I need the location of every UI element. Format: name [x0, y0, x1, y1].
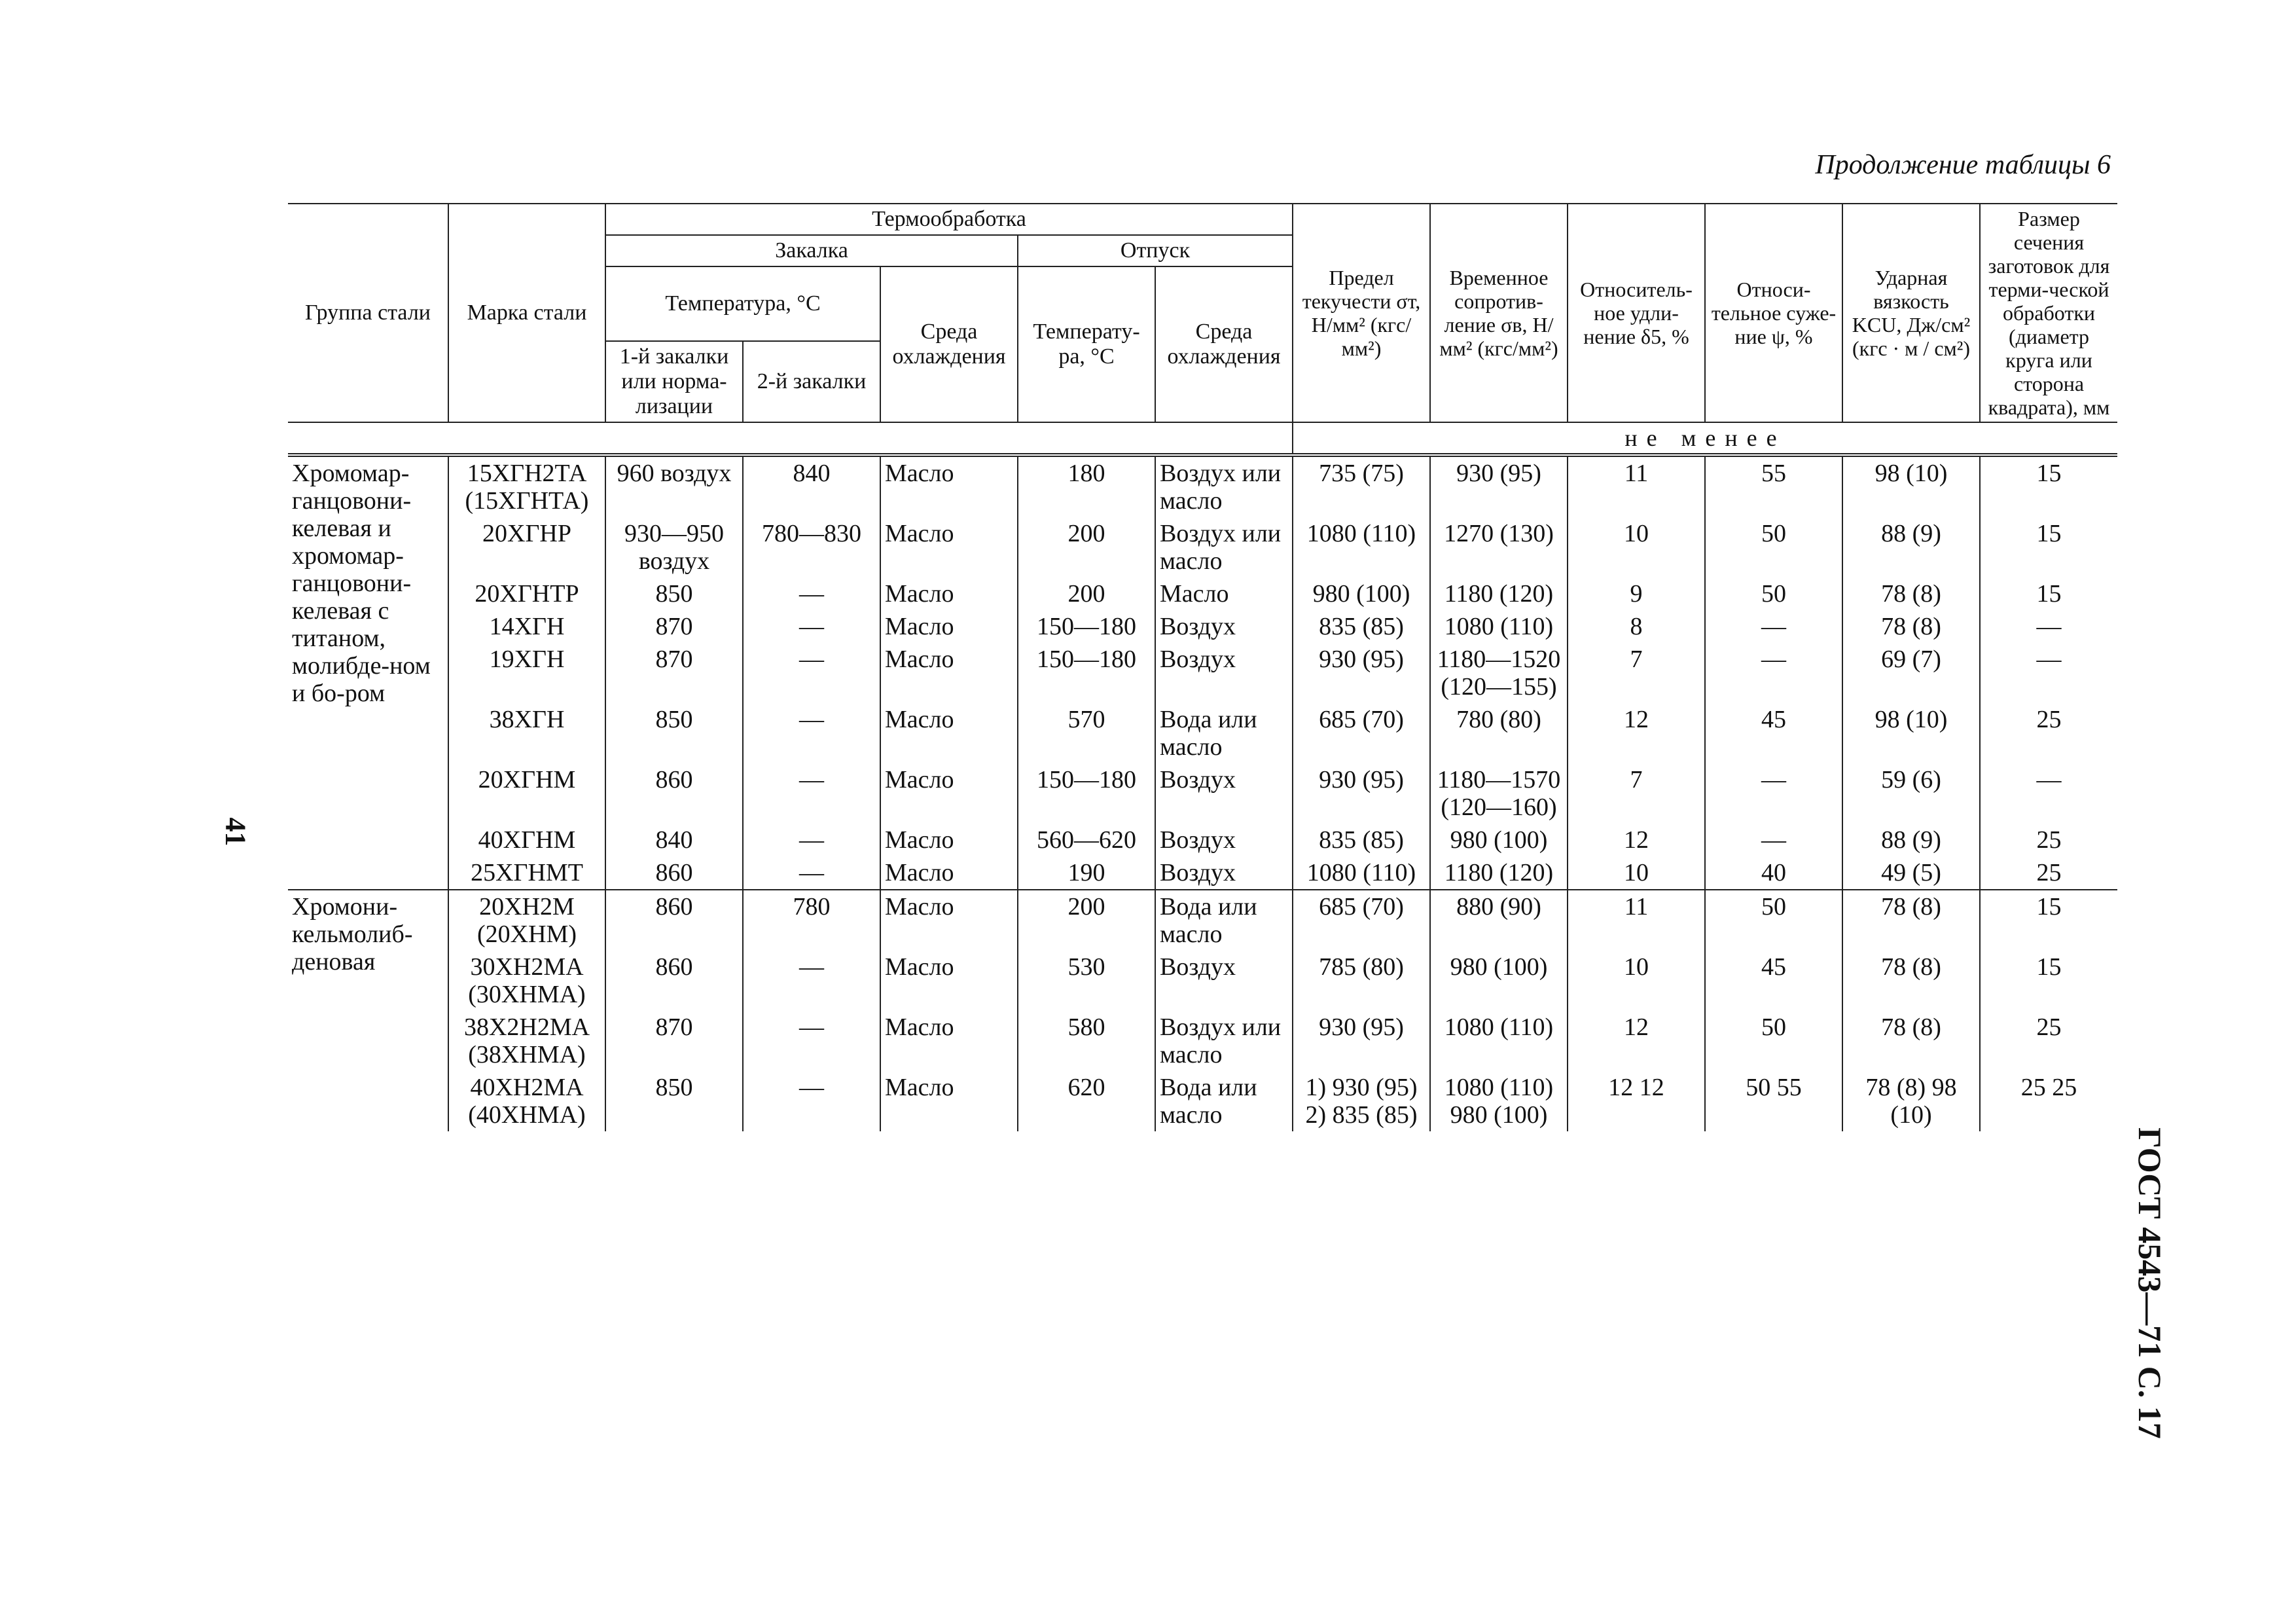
- cell-second-quench: —: [743, 763, 880, 824]
- header-first-quench: 1-й закалки или норма-лизации: [605, 341, 743, 422]
- cell-section-size: —: [1980, 643, 2117, 703]
- cell-second-quench: —: [743, 951, 880, 1011]
- cell-grade: 20ХН2М (20ХНМ): [448, 890, 605, 951]
- header-elongation: Относитель-ное удли-нение δ5, %: [1568, 204, 1705, 422]
- cell-grade: 38Х2Н2МА (38ХНМА): [448, 1011, 605, 1071]
- cell-steel-group: Хромомар-ганцовони-келевая и хромомар-ганцовони-келевая с титаном, молибде-ном и бо-ром: [288, 455, 448, 890]
- cell-elongation: 7: [1568, 643, 1705, 703]
- cell-cooling-medium: Масло: [880, 890, 1018, 951]
- cell-first-quench: 930—950 воздух: [605, 517, 743, 577]
- header-temperature: Температура, °С: [605, 266, 880, 341]
- cell-impact: 98 (10): [1842, 455, 1980, 517]
- table-row: [288, 1011, 2117, 1071]
- cell-first-quench: 850: [605, 1071, 743, 1131]
- table-continuation-caption: Продолжение таблицы 6: [1815, 150, 2111, 180]
- cell-second-quench: —: [743, 1071, 880, 1131]
- cell-elongation: 10: [1568, 951, 1705, 1011]
- cell-tensile: 780 (80): [1430, 703, 1568, 763]
- cell-second-quench: —: [743, 1011, 880, 1071]
- cell-section-size: 15: [1980, 455, 2117, 517]
- cell-impact: 78 (8): [1842, 610, 1980, 643]
- mechanical-properties-table: [288, 203, 2117, 1131]
- cell-reduction: —: [1705, 763, 1842, 824]
- cell-reduction: 45: [1705, 703, 1842, 763]
- cell-grade: 30ХН2МА (30ХНМА): [448, 951, 605, 1011]
- cell-temper-medium: Вода или масло: [1155, 1071, 1293, 1131]
- header-tensile: Временное сопротив-ление σв, Н/мм² (кгс/мм²): [1430, 204, 1568, 422]
- cell-temper-medium: Воздух: [1155, 951, 1293, 1011]
- cell-reduction: 55: [1705, 455, 1842, 517]
- cell-elongation: 9: [1568, 577, 1705, 610]
- header-cooling-medium: Среда охлаждения: [880, 266, 1018, 422]
- cell-temper-medium: Масло: [1155, 577, 1293, 610]
- table-row: [288, 610, 2117, 643]
- cell-impact: 88 (9): [1842, 824, 1980, 856]
- cell-temper-medium: Воздух: [1155, 763, 1293, 824]
- table-row: [288, 856, 2117, 890]
- cell-grade: 15ХГН2ТА (15ХГНТА): [448, 455, 605, 517]
- cell-impact: 69 (7): [1842, 643, 1980, 703]
- cell-reduction: 50: [1705, 517, 1842, 577]
- cell-tensile: 1180 (120): [1430, 577, 1568, 610]
- cell-impact: 78 (8): [1842, 577, 1980, 610]
- cell-cooling-medium: Масло: [880, 1011, 1018, 1071]
- cell-grade: 20ХГНР: [448, 517, 605, 577]
- cell-tensile: 1180—1570 (120—160): [1430, 763, 1568, 824]
- cell-grade: 25ХГНМТ: [448, 856, 605, 890]
- header-group: Группа стали: [288, 204, 448, 422]
- cell-temper-temperature: 150—180: [1018, 763, 1155, 824]
- cell-second-quench: —: [743, 610, 880, 643]
- cell-elongation: 12: [1568, 1011, 1705, 1071]
- cell-second-quench: —: [743, 703, 880, 763]
- cell-impact: 49 (5): [1842, 856, 1980, 890]
- table-body: [288, 455, 2117, 1131]
- header-reduction: Относи-тельное суже-ние ψ, %: [1705, 204, 1842, 422]
- cell-second-quench: 780: [743, 890, 880, 951]
- cell-first-quench: 840: [605, 824, 743, 856]
- cell-first-quench: 860: [605, 856, 743, 890]
- cell-tensile: 930 (95): [1430, 455, 1568, 517]
- table-row: [288, 951, 2117, 1011]
- cell-second-quench: 780—830: [743, 517, 880, 577]
- cell-first-quench: 860: [605, 890, 743, 951]
- cell-temper-temperature: 180: [1018, 455, 1155, 517]
- cell-tensile: 980 (100): [1430, 824, 1568, 856]
- cell-cooling-medium: Масло: [880, 455, 1018, 517]
- cell-reduction: —: [1705, 610, 1842, 643]
- header-temper-medium: Среда охлаждения: [1155, 266, 1293, 422]
- cell-temper-temperature: 620: [1018, 1071, 1155, 1131]
- cell-elongation: 12: [1568, 703, 1705, 763]
- cell-tensile: 1080 (110) 980 (100): [1430, 1071, 1568, 1131]
- cell-first-quench: 870: [605, 1011, 743, 1071]
- cell-yield: 685 (70): [1293, 890, 1430, 951]
- standard-reference: ГОСТ 4543—71 С. 17: [2132, 1127, 2168, 1439]
- cell-impact: 78 (8): [1842, 1011, 1980, 1071]
- cell-impact: 78 (8): [1842, 951, 1980, 1011]
- cell-yield: 685 (70): [1293, 703, 1430, 763]
- cell-grade: 20ХГНТР: [448, 577, 605, 610]
- cell-temper-medium: Воздух или масло: [1155, 1011, 1293, 1071]
- cell-temper-medium: Воздух или масло: [1155, 517, 1293, 577]
- cell-cooling-medium: Масло: [880, 856, 1018, 890]
- cell-impact: 88 (9): [1842, 517, 1980, 577]
- cell-reduction: 50: [1705, 1011, 1842, 1071]
- cell-temper-temperature: 200: [1018, 577, 1155, 610]
- table-row: [288, 517, 2117, 577]
- cell-tensile: 1080 (110): [1430, 610, 1568, 643]
- table-row: [288, 763, 2117, 824]
- cell-first-quench: 860: [605, 951, 743, 1011]
- cell-second-quench: —: [743, 856, 880, 890]
- cell-reduction: 45: [1705, 951, 1842, 1011]
- header-not-less: не менее: [1293, 422, 2117, 455]
- cell-reduction: 50: [1705, 890, 1842, 951]
- cell-first-quench: 860: [605, 763, 743, 824]
- cell-section-size: 15: [1980, 517, 2117, 577]
- cell-first-quench: 960 воздух: [605, 455, 743, 517]
- cell-yield: 930 (95): [1293, 1011, 1430, 1071]
- cell-temper-temperature: 570: [1018, 703, 1155, 763]
- cell-yield: 785 (80): [1293, 951, 1430, 1011]
- cell-temper-medium: Вода или масло: [1155, 890, 1293, 951]
- cell-temper-temperature: 200: [1018, 890, 1155, 951]
- cell-temper-temperature: 560—620: [1018, 824, 1155, 856]
- cell-second-quench: —: [743, 577, 880, 610]
- cell-cooling-medium: Масло: [880, 643, 1018, 703]
- cell-section-size: 15: [1980, 951, 2117, 1011]
- cell-yield: 930 (95): [1293, 763, 1430, 824]
- cell-tensile: 1180 (120): [1430, 856, 1568, 890]
- cell-second-quench: 840: [743, 455, 880, 517]
- cell-elongation: 12 12: [1568, 1071, 1705, 1131]
- header-yield: Предел текучести σт, Н/мм² (кгс/мм²): [1293, 204, 1430, 422]
- header-second-quench: 2-й закалки: [743, 341, 880, 422]
- cell-reduction: 50: [1705, 577, 1842, 610]
- cell-steel-group: Хромони-кельмолиб-деновая: [288, 890, 448, 1131]
- cell-first-quench: 850: [605, 703, 743, 763]
- table-row: [288, 455, 2117, 517]
- cell-yield: 1080 (110): [1293, 856, 1430, 890]
- table-row: [288, 643, 2117, 703]
- cell-temper-temperature: 150—180: [1018, 643, 1155, 703]
- cell-section-size: 15: [1980, 890, 2117, 951]
- cell-grade: 19ХГН: [448, 643, 605, 703]
- cell-cooling-medium: Масло: [880, 951, 1018, 1011]
- cell-temper-medium: Воздух: [1155, 610, 1293, 643]
- table-row: [288, 703, 2117, 763]
- cell-cooling-medium: Масло: [880, 824, 1018, 856]
- cell-grade: 40ХН2МА (40ХНМА): [448, 1071, 605, 1131]
- cell-elongation: 8: [1568, 610, 1705, 643]
- table-header: [288, 204, 2117, 455]
- cell-elongation: 10: [1568, 517, 1705, 577]
- header-quenching: Закалка: [605, 235, 1018, 266]
- cell-grade: 14ХГН: [448, 610, 605, 643]
- cell-section-size: 25: [1980, 1011, 2117, 1071]
- cell-temper-medium: Воздух или масло: [1155, 455, 1293, 517]
- header-spacer: [288, 422, 1293, 455]
- cell-temper-medium: Воздух: [1155, 856, 1293, 890]
- cell-grade: 38ХГН: [448, 703, 605, 763]
- header-tempering: Отпуск: [1018, 235, 1293, 266]
- cell-impact: 78 (8) 98 (10): [1842, 1071, 1980, 1131]
- cell-yield: 1) 930 (95) 2) 835 (85): [1293, 1071, 1430, 1131]
- cell-temper-medium: Воздух: [1155, 824, 1293, 856]
- cell-cooling-medium: Масло: [880, 1071, 1018, 1131]
- cell-elongation: 12: [1568, 824, 1705, 856]
- cell-yield: 980 (100): [1293, 577, 1430, 610]
- header-section-size: Размер сечения заготовок для терми-ческой обработки (диаметр круга или сторона квадрата), мм: [1980, 204, 2117, 422]
- cell-tensile: 1270 (130): [1430, 517, 1568, 577]
- cell-section-size: 25: [1980, 703, 2117, 763]
- cell-cooling-medium: Масло: [880, 610, 1018, 643]
- cell-second-quench: —: [743, 643, 880, 703]
- cell-yield: 735 (75): [1293, 455, 1430, 517]
- cell-temper-temperature: 200: [1018, 517, 1155, 577]
- cell-section-size: —: [1980, 763, 2117, 824]
- cell-section-size: 25 25: [1980, 1071, 2117, 1131]
- table-row: [288, 824, 2117, 856]
- cell-temper-temperature: 530: [1018, 951, 1155, 1011]
- header-heat-treatment: Термообработка: [605, 204, 1293, 235]
- cell-temper-temperature: 580: [1018, 1011, 1155, 1071]
- cell-temper-temperature: 150—180: [1018, 610, 1155, 643]
- cell-tensile: 1180—1520 (120—155): [1430, 643, 1568, 703]
- cell-section-size: 25: [1980, 856, 2117, 890]
- cell-reduction: 40: [1705, 856, 1842, 890]
- cell-reduction: —: [1705, 643, 1842, 703]
- header-temper-temperature: Температу-ра, °С: [1018, 266, 1155, 422]
- cell-tensile: 980 (100): [1430, 951, 1568, 1011]
- cell-impact: 98 (10): [1842, 703, 1980, 763]
- table-row: [288, 577, 2117, 610]
- cell-cooling-medium: Масло: [880, 577, 1018, 610]
- cell-first-quench: 850: [605, 577, 743, 610]
- cell-grade: 40ХГНМ: [448, 824, 605, 856]
- cell-first-quench: 870: [605, 643, 743, 703]
- cell-second-quench: —: [743, 824, 880, 856]
- cell-elongation: 11: [1568, 455, 1705, 517]
- cell-reduction: 50 55: [1705, 1071, 1842, 1131]
- cell-cooling-medium: Масло: [880, 517, 1018, 577]
- header-grade: Марка стали: [448, 204, 605, 422]
- cell-impact: 59 (6): [1842, 763, 1980, 824]
- header-impact: Ударная вязкость KCU, Дж/см² (кгс · м / см²): [1842, 204, 1980, 422]
- cell-temper-medium: Вода или масло: [1155, 703, 1293, 763]
- cell-cooling-medium: Масло: [880, 763, 1018, 824]
- cell-yield: 835 (85): [1293, 824, 1430, 856]
- cell-cooling-medium: Масло: [880, 703, 1018, 763]
- cell-yield: 835 (85): [1293, 610, 1430, 643]
- cell-section-size: 15: [1980, 577, 2117, 610]
- cell-first-quench: 870: [605, 610, 743, 643]
- table-row: [288, 1071, 2117, 1131]
- cell-impact: 78 (8): [1842, 890, 1980, 951]
- cell-grade: 20ХГНМ: [448, 763, 605, 824]
- cell-tensile: 880 (90): [1430, 890, 1568, 951]
- cell-temper-temperature: 190: [1018, 856, 1155, 890]
- table-row: [288, 890, 2117, 951]
- cell-temper-medium: Воздух: [1155, 643, 1293, 703]
- cell-elongation: 11: [1568, 890, 1705, 951]
- cell-yield: 930 (95): [1293, 643, 1430, 703]
- cell-elongation: 7: [1568, 763, 1705, 824]
- page-number: 41: [219, 817, 252, 847]
- cell-reduction: —: [1705, 824, 1842, 856]
- cell-section-size: —: [1980, 610, 2117, 643]
- cell-section-size: 25: [1980, 824, 2117, 856]
- cell-elongation: 10: [1568, 856, 1705, 890]
- cell-yield: 1080 (110): [1293, 517, 1430, 577]
- cell-tensile: 1080 (110): [1430, 1011, 1568, 1071]
